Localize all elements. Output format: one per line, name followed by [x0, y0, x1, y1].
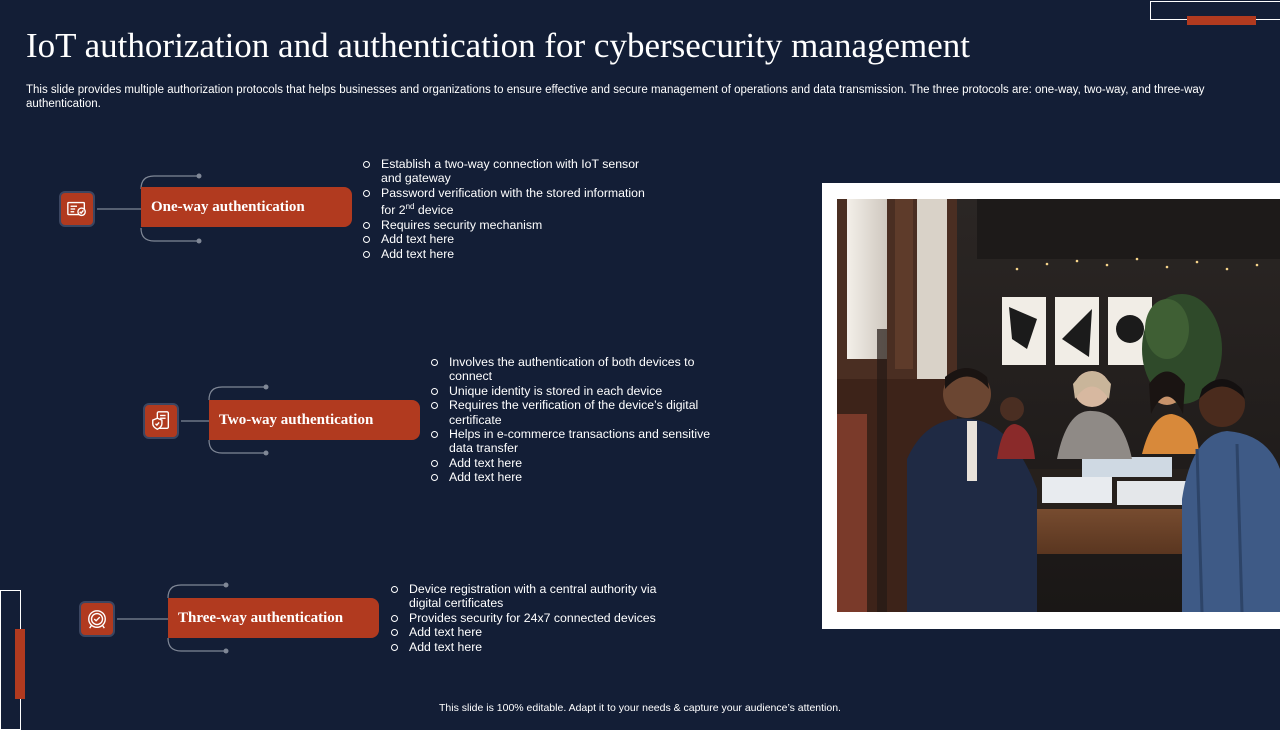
list-item: Add text here	[362, 232, 652, 246]
two-way-authentication-label: Two-way authentication	[209, 400, 420, 440]
team-meeting-photo	[837, 199, 1280, 612]
list-item: Device registration with a central authority via digital certificates	[390, 582, 680, 611]
list-item: Requires the verification of the device’s digital certificate	[430, 398, 730, 427]
two-way-points-list	[430, 355, 730, 485]
top-decoration-bar	[1187, 16, 1256, 25]
badge-seal-icon	[79, 601, 115, 637]
list-item: Requires security mechanism	[362, 218, 652, 232]
slide-title: IoT authorization and authentication for cybersecurity management	[26, 26, 970, 65]
list-item: Helps in e-commerce transactions and sensitive data transfer	[430, 427, 730, 456]
list-item: Establish a two-way connection with IoT sensor and gateway	[362, 157, 652, 186]
list-item: Add text here	[390, 625, 680, 639]
list-item: Add text here	[362, 247, 652, 261]
list-item: Add text here	[430, 470, 730, 484]
certificate-check-icon	[59, 191, 95, 227]
list-item: Add text here	[390, 640, 680, 654]
slide-footer: This slide is 100% editable. Adapt it to your needs & capture your audience’s attention.	[439, 702, 841, 714]
list-item: Involves the authentication of both devices to connect	[430, 355, 730, 384]
shield-document-icon	[143, 403, 179, 439]
list-item: Add text here	[430, 456, 730, 470]
one-way-points-list	[362, 157, 652, 261]
one-way-authentication-label: One-way authentication	[141, 187, 352, 227]
list-item: Unique identity is stored in each device	[430, 384, 730, 398]
three-way-authentication-label: Three-way authentication	[168, 598, 379, 638]
three-way-points-list	[390, 582, 680, 654]
list-item: Provides security for 24x7 connected devices	[390, 611, 680, 625]
slide-subtitle: This slide provides multiple authorization protocols that helps businesses and organizations to ensure effective and secure management of operations and data transmission. The three protocols are: one-way, two-way, and three-way authentication.	[26, 84, 1205, 110]
list-item: Password verification with the stored information for 2nd device	[362, 186, 652, 218]
